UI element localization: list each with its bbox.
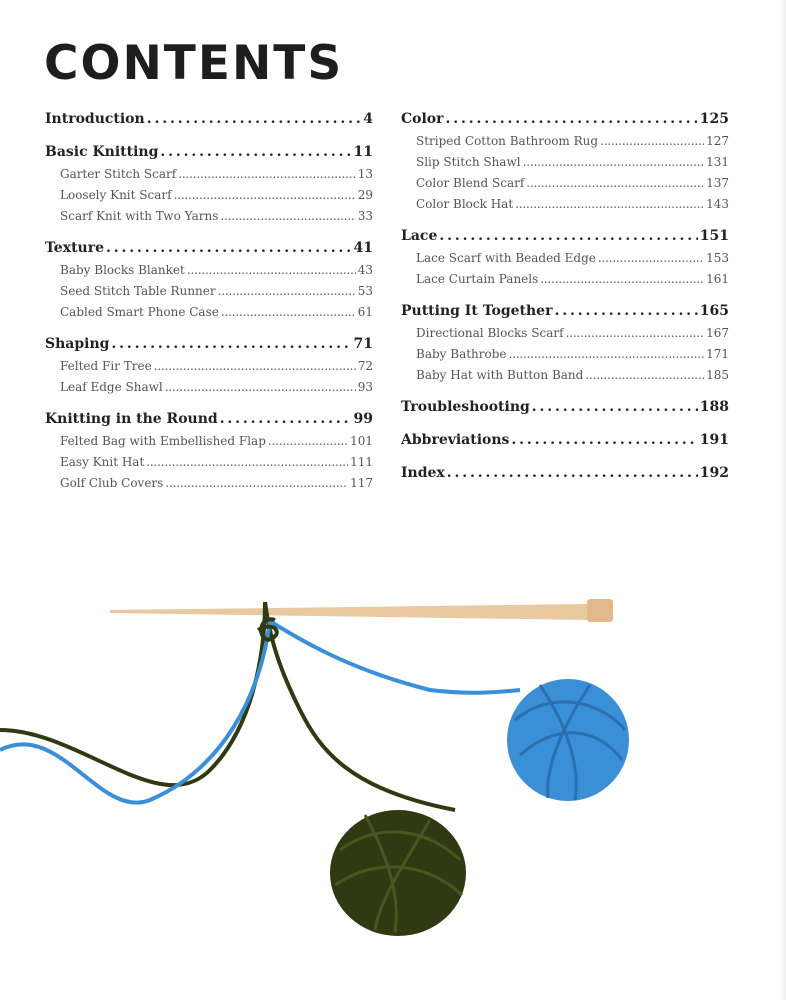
toc-chapter-entry[interactable] [401,462,729,485]
entry-page: 71 [353,336,373,352]
entry-title: Felted Fir Tree [60,359,152,373]
entry-title: Scarf Knit with Two Yarns [60,209,219,223]
entry-page: 4 [363,111,373,127]
toc-chapter-entry[interactable] [401,429,729,452]
entry-title: Striped Cotton Bathroom Rug [416,134,599,148]
entry-title: Lace [401,228,438,244]
dot-leader [221,302,356,323]
entry-page: 11 [353,144,373,160]
entry-page: 137 [706,176,729,190]
entry-page: 151 [699,228,729,244]
toc-chapter-entry[interactable] [401,300,729,323]
dot-leader [218,281,356,302]
toc-project-entry[interactable] [45,206,373,227]
dot-leader [154,356,356,377]
dot-leader [165,473,348,494]
toc-section [401,300,729,386]
entry-title: Knitting in the Round [45,411,218,427]
toc-right-column [401,108,729,495]
entry-page: 165 [699,303,729,319]
entry-page: 188 [699,399,729,415]
entry-title: Lace Curtain Panels [416,272,539,286]
dot-leader [566,323,705,344]
dot-leader [106,237,352,260]
toc-section [45,333,373,398]
dot-leader [523,152,705,173]
toc-project-entry[interactable] [45,452,373,473]
toc-project-entry[interactable] [401,152,729,173]
dot-leader [540,269,704,290]
entry-title: Loosely Knit Scarf [60,188,172,202]
toc-chapter-entry[interactable] [45,108,373,131]
dot-leader [585,365,704,386]
entry-title: Basic Knitting [45,144,159,160]
dot-leader [187,260,356,281]
entry-title: Slip Stitch Shawl [416,155,521,169]
dot-leader [600,131,704,152]
toc-project-entry[interactable] [401,131,729,152]
dot-leader [554,300,697,323]
toc-chapter-entry[interactable] [401,225,729,248]
dot-leader [439,225,697,248]
toc-project-entry[interactable] [45,164,373,185]
toc-section [401,429,729,452]
entry-page: 131 [706,155,729,169]
entry-title: Baby Hat with Button Band [416,368,584,382]
entry-title: Directional Blocks Scarf [416,326,564,340]
toc-chapter-entry[interactable] [45,408,373,431]
entry-title: Shaping [45,336,110,352]
toc-project-entry[interactable] [45,431,373,452]
entry-title: Felted Bag with Embellished Flap [60,434,266,448]
entry-title: Introduction [45,111,145,127]
toc-section [45,108,373,131]
toc-project-entry[interactable] [45,260,373,281]
toc-project-entry[interactable] [45,185,373,206]
entry-title: Easy Knit Hat [60,455,145,469]
page-title: CONTENTS [44,36,344,91]
entry-page: 192 [699,465,729,481]
entry-page: 143 [706,197,729,211]
entry-page: 191 [699,432,729,448]
toc-section [401,462,729,485]
toc-section [401,108,729,215]
entry-page: 29 [357,188,373,202]
entry-page: 61 [357,305,373,319]
entry-page: 125 [699,111,729,127]
toc-project-entry[interactable] [45,281,373,302]
entry-page: 72 [357,359,373,373]
toc-project-entry[interactable] [45,377,373,398]
blue-yarn-ball [507,679,629,801]
dot-leader [178,164,356,185]
dot-leader [160,141,351,164]
dot-leader [147,108,362,131]
dot-leader [532,396,698,419]
entry-title: Cabled Smart Phone Case [60,305,219,319]
dot-leader [268,431,348,452]
entry-page: 153 [706,251,729,265]
entry-page: 43 [357,263,373,277]
entry-page: 93 [357,380,373,394]
toc-section [45,237,373,323]
entry-title: Seed Stitch Table Runner [60,284,216,298]
toc-section [45,141,373,227]
entry-page: 41 [353,240,373,256]
toc-project-entry[interactable] [45,356,373,377]
toc-section [401,225,729,290]
dot-leader [511,429,697,452]
dot-leader [509,344,705,365]
entry-title: Baby Bathrobe [416,347,507,361]
entry-page: 53 [357,284,373,298]
toc-project-entry[interactable] [45,473,373,494]
entry-page: 99 [353,411,373,427]
green-yarn-ball [330,810,466,936]
dot-leader [111,333,351,356]
toc-project-entry[interactable] [45,302,373,323]
toc-section [45,408,373,494]
knitting-needle [110,599,613,622]
knitting-needle-and-yarn-illustration [0,580,786,950]
entry-title: Golf Club Covers [60,476,164,490]
entry-title: Texture [45,240,104,256]
entry-page: 171 [706,347,729,361]
entry-title: Color Blend Scarf [416,176,525,190]
entry-title: Garter Stitch Scarf [60,167,177,181]
toc-project-entry[interactable] [401,194,729,215]
dot-leader [526,173,704,194]
toc-chapter-entry[interactable] [45,333,373,356]
toc-chapter-entry[interactable] [401,396,729,419]
dot-leader [446,108,698,131]
entry-page: 167 [706,326,729,340]
toc-chapter-entry[interactable] [45,237,373,260]
entry-title: Troubleshooting [401,399,530,415]
dot-leader [174,185,356,206]
entry-page: 127 [706,134,729,148]
dot-leader [165,377,356,398]
toc-project-entry[interactable] [401,344,729,365]
dot-leader [146,452,348,473]
dot-leader [220,206,355,227]
dot-leader [447,462,698,485]
entry-page: 33 [357,209,373,223]
entry-page: 111 [350,455,373,469]
entry-page: 13 [357,167,373,181]
dot-leader [220,408,352,431]
entry-title: Abbreviations [401,432,510,448]
yarn-strands [0,602,520,810]
entry-page: 101 [350,434,373,448]
entry-title: Color [401,111,444,127]
toc-project-entry[interactable] [401,323,729,344]
entry-page: 161 [706,272,729,286]
entry-title: Putting It Together [401,303,553,319]
entry-title: Color Block Hat [416,197,514,211]
toc-project-entry[interactable] [401,173,729,194]
dot-leader [598,248,704,269]
toc-project-entry[interactable] [401,365,729,386]
entry-title: Leaf Edge Shawl [60,380,163,394]
toc-chapter-entry[interactable] [45,141,373,164]
entry-title: Index [401,465,445,481]
entry-page: 117 [350,476,373,490]
entry-title: Lace Scarf with Beaded Edge [416,251,596,265]
toc-project-entry[interactable] [401,269,729,290]
entry-page: 185 [706,368,729,382]
dot-leader [515,194,704,215]
toc-left-column [45,108,373,504]
entry-title: Baby Blocks Blanket [60,263,185,277]
toc-project-entry[interactable] [401,248,729,269]
toc-chapter-entry[interactable] [401,108,729,131]
toc-section [401,396,729,419]
